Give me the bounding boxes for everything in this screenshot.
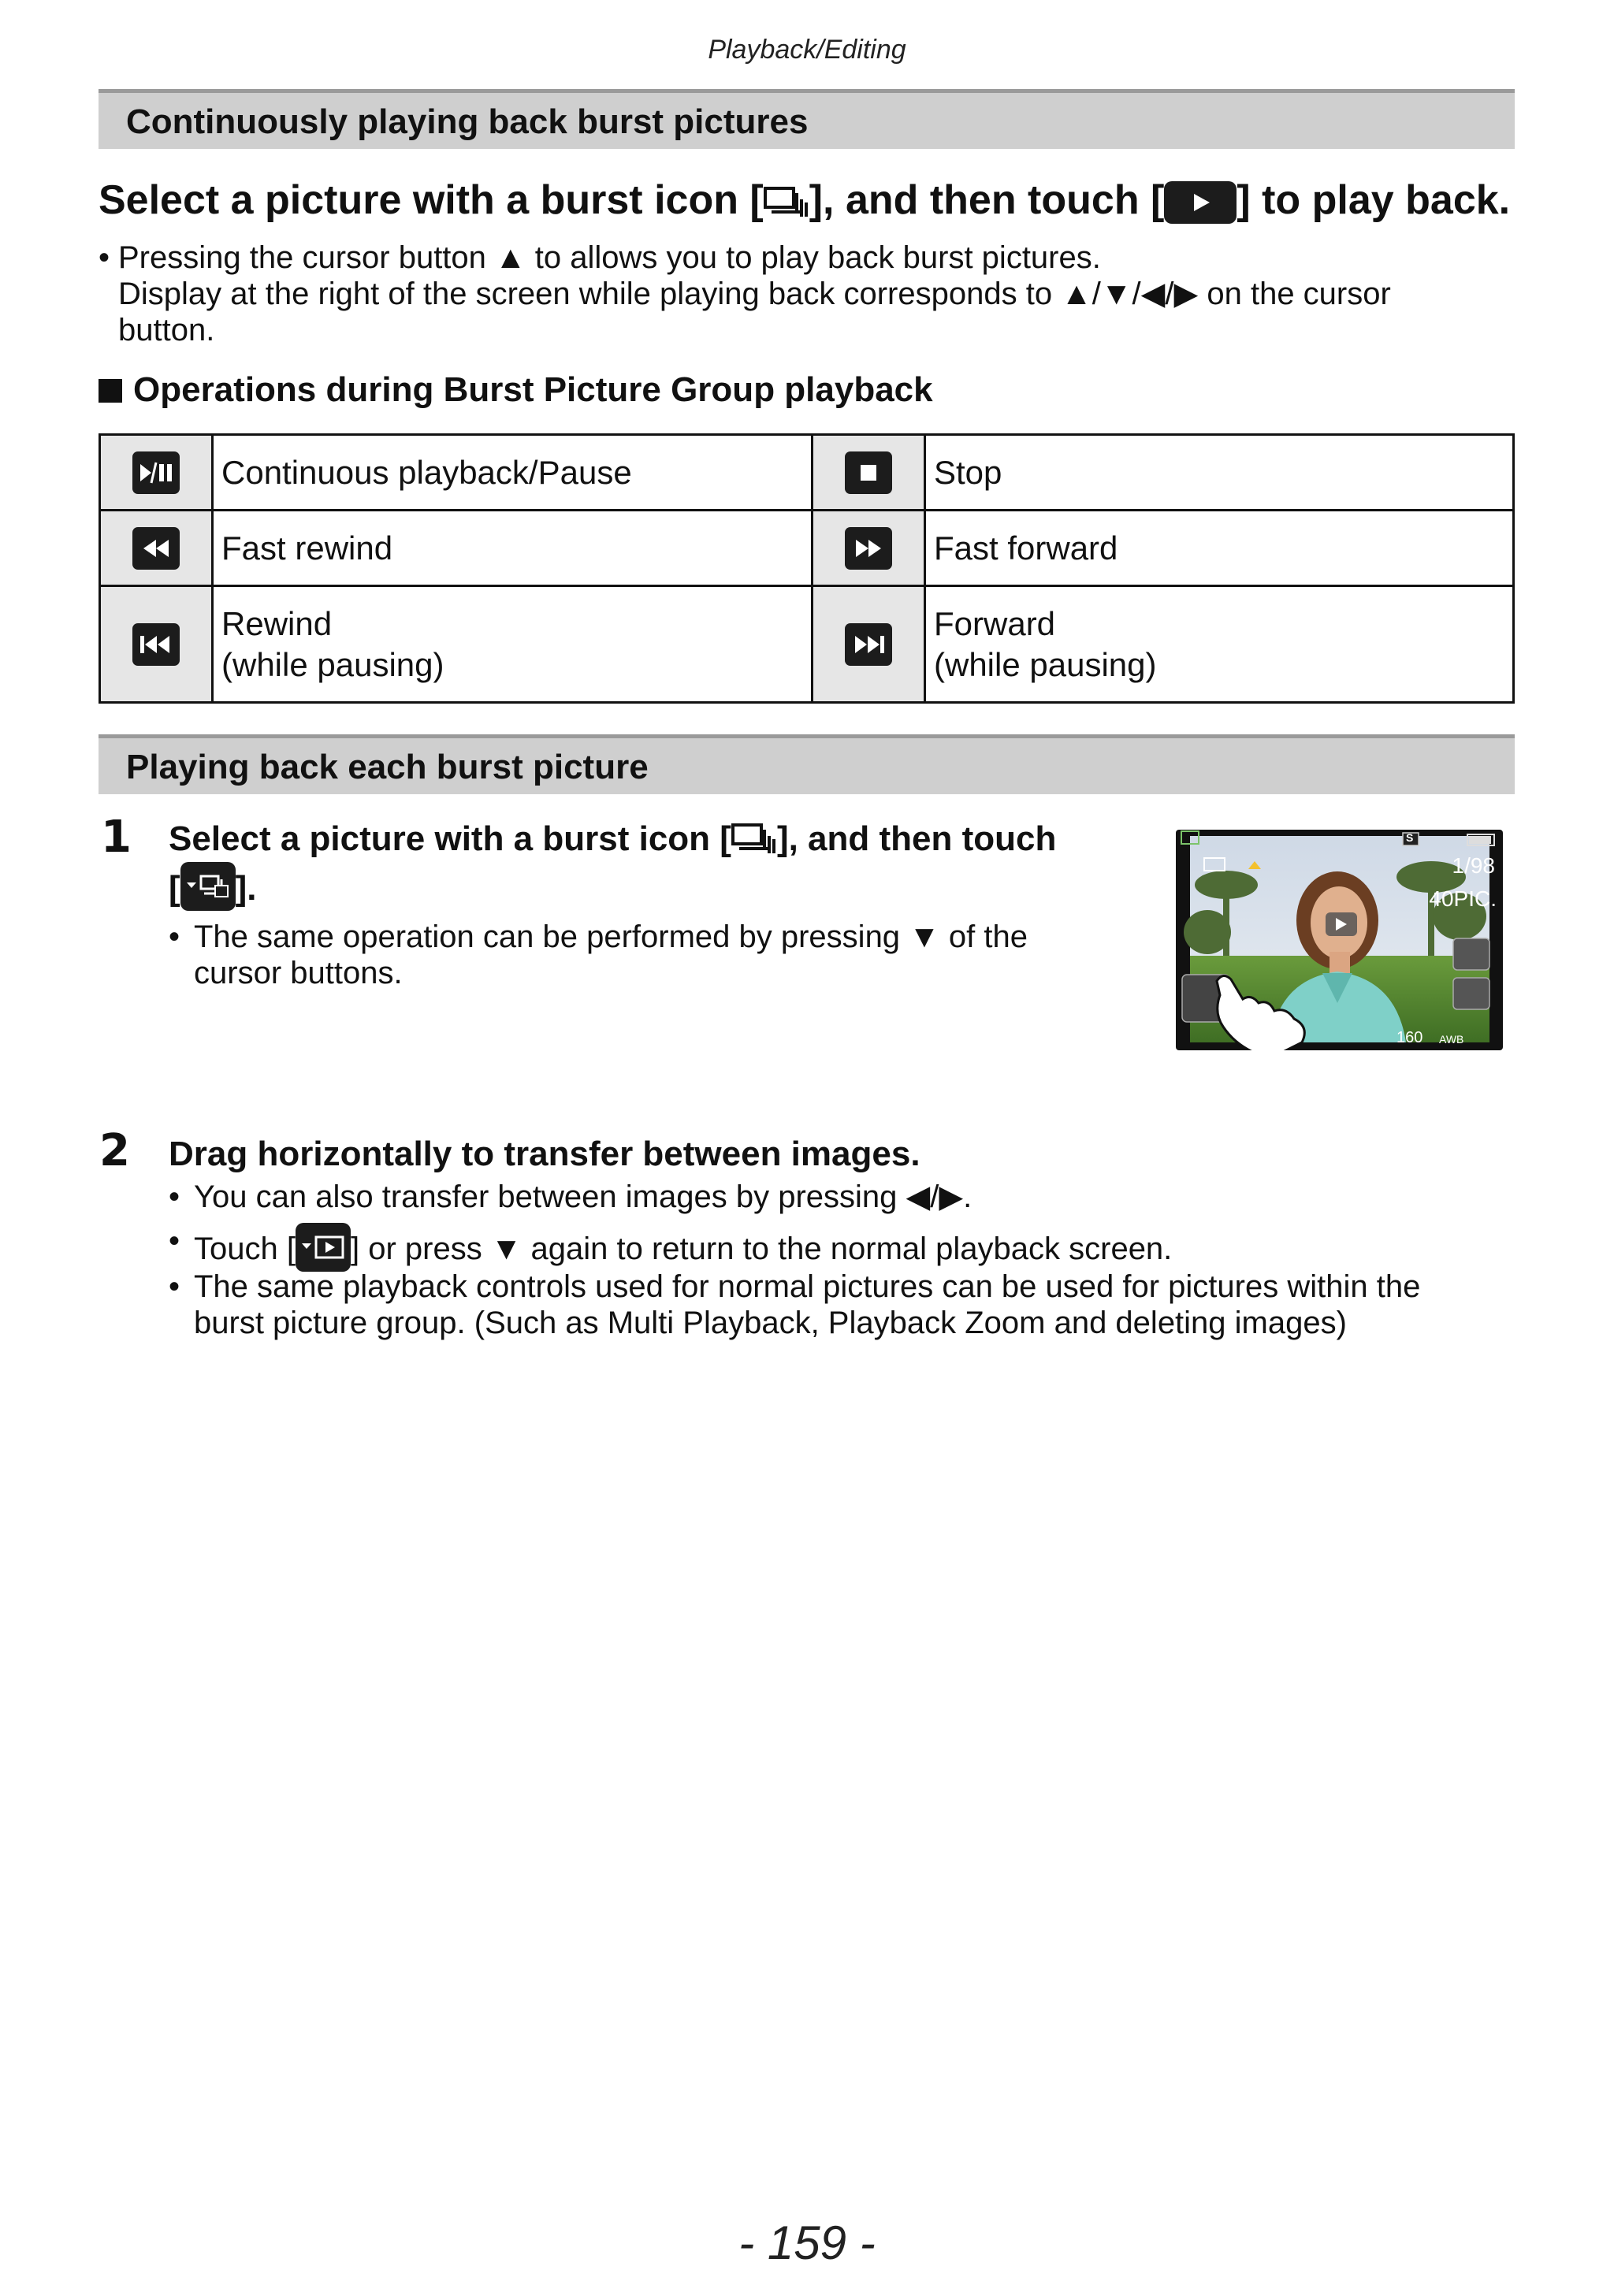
table-row bbox=[100, 586, 1514, 703]
screen-counter: 1/98 bbox=[1452, 853, 1495, 878]
bullet-text-line: cursor buttons. bbox=[194, 956, 403, 990]
step-title: Select a picture with a burst icon [ ], and then touch bbox=[169, 819, 1057, 858]
step-title: Drag horizontally to transfer between images. bbox=[169, 1135, 920, 1173]
play-button-icon bbox=[1164, 181, 1237, 224]
table-cell-icon bbox=[100, 435, 213, 511]
page-number: - 159 - bbox=[738, 2216, 876, 2269]
step-number: 1 bbox=[101, 812, 132, 863]
section-title: Continuously playing back burst pictures bbox=[126, 102, 809, 141]
forward-frame-icon bbox=[845, 623, 892, 666]
step-number: 2 bbox=[99, 1125, 130, 1176]
table-cell-label: Rewind (while pausing) bbox=[213, 586, 813, 703]
camera-screen-illustration bbox=[1176, 830, 1503, 1050]
stop-icon bbox=[845, 451, 892, 494]
table-cell-label: Fast rewind bbox=[213, 511, 813, 586]
bullet-text-line: burst picture group. (Such as Multi Playback, Playback Zoom and deleting images) bbox=[194, 1306, 1347, 1340]
table-cell-label: Fast forward bbox=[925, 511, 1514, 586]
bullet-text-line: Pressing the cursor button ▲ to allows you to play back burst pictures. bbox=[118, 240, 1101, 275]
operations-heading: Operations during Burst Picture Group playback bbox=[99, 370, 933, 410]
bullet-text: You can also transfer between images by pressing ◀/▶. bbox=[194, 1180, 972, 1214]
main-instruction-heading: Select a picture with a burst icon [ ], and then touch [ ] to play back. bbox=[99, 177, 1511, 223]
bullet-marker: • bbox=[169, 1180, 180, 1214]
bullet-marker: • bbox=[169, 920, 180, 954]
table-cell-icon bbox=[100, 586, 213, 703]
bullet-marker: • bbox=[169, 1224, 180, 1258]
table-row bbox=[100, 435, 1514, 511]
table-cell-icon bbox=[100, 511, 213, 586]
table-cell-label: Stop bbox=[925, 435, 1514, 511]
bullet-marker: • bbox=[99, 240, 110, 275]
play-pause-icon bbox=[132, 451, 180, 494]
table-cell-label: Forward (while pausing) bbox=[925, 586, 1514, 703]
table-cell-icon bbox=[813, 586, 925, 703]
section-header-continuous-playback bbox=[99, 89, 1515, 149]
table-cell-icon bbox=[813, 435, 925, 511]
burst-icon bbox=[731, 821, 777, 854]
table-row bbox=[100, 511, 1514, 586]
section-title: Playing back each burst picture bbox=[126, 748, 649, 786]
rewind-frame-icon bbox=[132, 623, 180, 666]
bullet-marker: • bbox=[169, 1269, 180, 1304]
screen-mode-label: S bbox=[1406, 831, 1414, 844]
fast-forward-icon bbox=[845, 527, 892, 570]
screen-wb: AWB bbox=[1439, 1033, 1464, 1046]
bullet-text-line: button. bbox=[118, 313, 215, 347]
page-header: Playback/Editing bbox=[708, 35, 906, 65]
return-playback-button-icon bbox=[296, 1223, 351, 1272]
bullet-text-line: The same playback controls used for normal pictures can be used for pictures within the bbox=[194, 1269, 1421, 1304]
bullet-text: Touch [ ] or press ▼ again to return to the normal playback screen. bbox=[194, 1223, 1172, 1272]
square-bullet-icon bbox=[99, 379, 122, 403]
bullet-text-line: The same operation can be performed by pressing ▼ of the bbox=[194, 920, 1028, 954]
section-header-each-burst bbox=[99, 734, 1515, 794]
bullet-text-line: Display at the right of the screen while playing back corresponds to ▲/▼/◀/▶ on the cursor bbox=[118, 277, 1391, 311]
table-cell-icon bbox=[813, 511, 925, 586]
screen-iso: 160 bbox=[1396, 1029, 1423, 1046]
fast-rewind-icon bbox=[132, 527, 180, 570]
operations-table bbox=[99, 433, 1515, 704]
burst-icon bbox=[764, 181, 809, 214]
table-cell-label: Continuous playback/Pause bbox=[213, 435, 813, 511]
screen-pic-count: 40PIC. bbox=[1429, 886, 1497, 911]
step-title-line2: [ ]. bbox=[169, 862, 257, 912]
burst-playback-button-icon bbox=[180, 862, 236, 911]
